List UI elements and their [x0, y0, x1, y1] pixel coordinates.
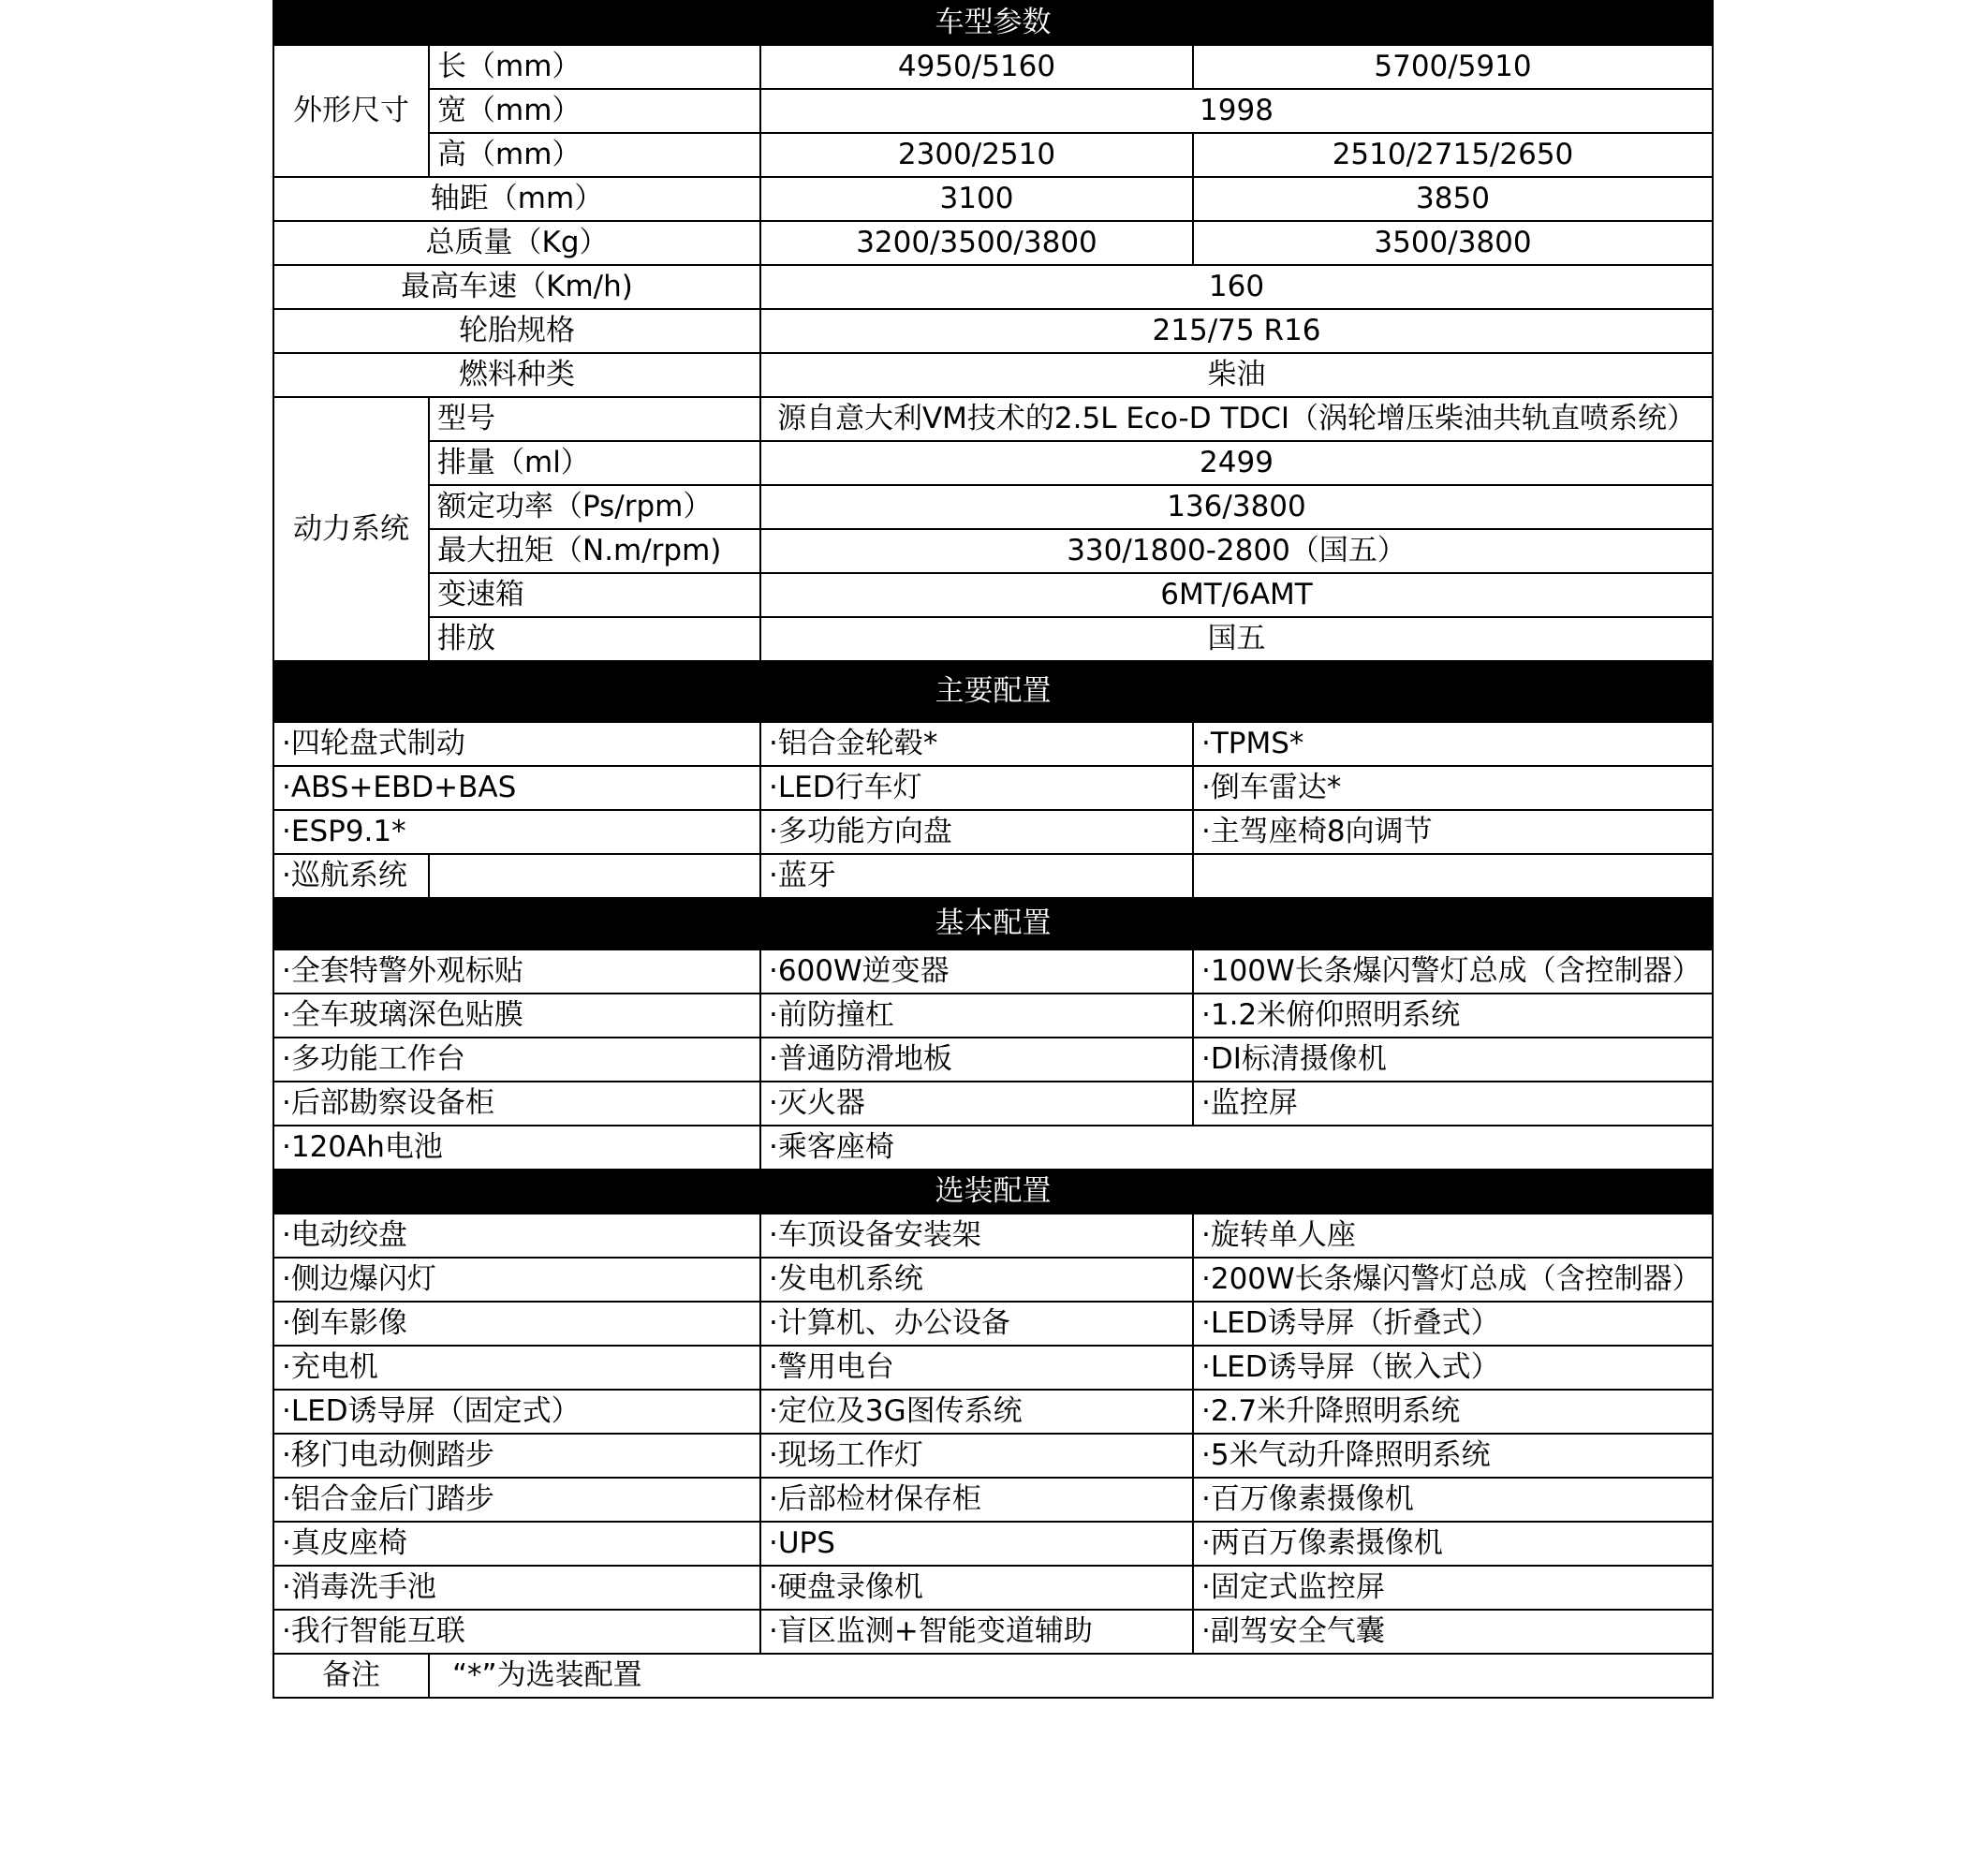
param-row-gross-mass [273, 221, 1713, 265]
config-item: ·我行智能互联 [273, 1610, 760, 1654]
param-row-fuel [273, 353, 1713, 397]
group-label-dimensions: 外形尺寸 [273, 45, 429, 177]
config-item: ·多功能工作台 [273, 1038, 760, 1082]
config-item: ·副驾安全气囊 [1193, 1610, 1713, 1654]
main-config-row [273, 810, 1713, 854]
config-item: ·倒车雷达* [1193, 766, 1713, 810]
optional-config-row [273, 1346, 1713, 1390]
config-item: ·固定式监控屏 [1193, 1566, 1713, 1610]
optional-config-row [273, 1390, 1713, 1434]
param-value-wheelbase-2: 3850 [1193, 177, 1713, 221]
config-item: ·警用电台 [760, 1346, 1193, 1390]
param-value-length-2: 5700/5910 [1193, 45, 1713, 89]
config-item: ·四轮盘式制动 [273, 722, 760, 766]
config-item: ·全套特警外观标贴 [273, 950, 760, 994]
optional-config-row [273, 1434, 1713, 1478]
param-label-gross-mass: 总质量（Kg） [273, 221, 760, 265]
spec-table [272, 0, 1714, 1699]
param-row-wheelbase [273, 177, 1713, 221]
optional-config-row [273, 1566, 1713, 1610]
config-item: ·后部检材保存柜 [760, 1478, 1193, 1522]
section-title-basic: 基本配置 [273, 898, 1713, 950]
param-value-fuel: 柴油 [760, 353, 1713, 397]
param-value-gross-mass-2: 3500/3800 [1193, 221, 1713, 265]
param-label-fuel: 燃料种类 [273, 353, 760, 397]
config-item: ·TPMS* [1193, 722, 1713, 766]
config-item: ·侧边爆闪灯 [273, 1258, 760, 1302]
config-item: ·电动绞盘 [273, 1214, 760, 1258]
section-title-optional: 选装配置 [273, 1170, 1713, 1214]
config-item: ·移门电动侧踏步 [273, 1434, 760, 1478]
config-item: ·巡航系统 [273, 854, 429, 898]
basic-config-row [273, 950, 1713, 994]
basic-config-row [273, 1126, 1713, 1170]
param-row-rated-power [273, 485, 1713, 529]
config-item: ·ESP9.1* [273, 810, 760, 854]
remark-text: “*”为选装配置 [429, 1654, 1713, 1698]
config-item: ·定位及3G图传系统 [760, 1390, 1193, 1434]
config-item-empty [429, 854, 760, 898]
config-item: ·100W长条爆闪警灯总成（含控制器） [1193, 950, 1713, 994]
optional-config-row [273, 1478, 1713, 1522]
param-row-height [273, 133, 1713, 177]
config-item: ·前防撞杠 [760, 994, 1193, 1038]
param-value-height-2: 2510/2715/2650 [1193, 133, 1713, 177]
config-item: ·LED诱导屏（固定式） [273, 1390, 760, 1434]
config-item: ·后部勘察设备柜 [273, 1082, 760, 1126]
config-item: ·2.7米升降照明系统 [1193, 1390, 1713, 1434]
config-item: ·UPS [760, 1522, 1193, 1566]
param-label-displacement: 排量（ml） [429, 441, 760, 485]
config-item: ·车顶设备安装架 [760, 1214, 1193, 1258]
param-value-width: 1998 [760, 89, 1713, 133]
config-item: ·全车玻璃深色贴膜 [273, 994, 760, 1038]
config-item: ·铝合金后门踏步 [273, 1478, 760, 1522]
section-title-params: 车型参数 [273, 1, 1713, 45]
config-item: ·灭火器 [760, 1082, 1193, 1126]
group-label-power: 动力系统 [273, 397, 429, 661]
param-value-wheelbase-1: 3100 [760, 177, 1193, 221]
section-header-params [273, 1, 1713, 45]
param-label-gearbox: 变速箱 [429, 573, 760, 617]
param-row-gearbox [273, 573, 1713, 617]
config-item: ·充电机 [273, 1346, 760, 1390]
param-label-max-torque: 最大扭矩（N.m/rpm) [429, 529, 760, 573]
param-row-length [273, 45, 1713, 89]
config-item: ·旋转单人座 [1193, 1214, 1713, 1258]
param-value-gearbox: 6MT/6AMT [760, 573, 1713, 617]
param-row-max-torque [273, 529, 1713, 573]
param-label-engine-model: 型号 [429, 397, 760, 441]
config-item: ·200W长条爆闪警灯总成（含控制器） [1193, 1258, 1713, 1302]
param-label-emission: 排放 [429, 617, 760, 661]
config-item: ·监控屏 [1193, 1082, 1713, 1126]
config-item: ·120Ah电池 [273, 1126, 760, 1170]
section-header-basic [273, 898, 1713, 950]
section-header-main [273, 661, 1713, 722]
basic-config-row [273, 994, 1713, 1038]
param-value-emission: 国五 [760, 617, 1713, 661]
config-item: ·LED诱导屏（折叠式） [1193, 1302, 1713, 1346]
config-item: ·600W逆变器 [760, 950, 1193, 994]
param-label-rated-power: 额定功率（Ps/rpm） [429, 485, 760, 529]
param-row-tire [273, 309, 1713, 353]
optional-config-row [273, 1258, 1713, 1302]
main-config-row [273, 854, 1713, 898]
optional-config-row [273, 1522, 1713, 1566]
param-row-displacement [273, 441, 1713, 485]
param-value-height-1: 2300/2510 [760, 133, 1193, 177]
basic-config-row [273, 1038, 1713, 1082]
config-item: ·DI标清摄像机 [1193, 1038, 1713, 1082]
config-item: ·乘客座椅 [760, 1126, 1713, 1170]
param-value-displacement: 2499 [760, 441, 1713, 485]
basic-config-row [273, 1082, 1713, 1126]
param-row-emission [273, 617, 1713, 661]
optional-config-row [273, 1302, 1713, 1346]
config-item: ·计算机、办公设备 [760, 1302, 1193, 1346]
param-value-tire: 215/75 R16 [760, 309, 1713, 353]
param-value-top-speed: 160 [760, 265, 1713, 309]
remark-label: 备注 [273, 1654, 429, 1698]
config-item [1193, 854, 1713, 898]
config-item: ·消毒洗手池 [273, 1566, 760, 1610]
param-row-top-speed [273, 265, 1713, 309]
remark-row [273, 1654, 1713, 1698]
param-label-width: 宽（mm） [429, 89, 760, 133]
config-item: ·蓝牙 [760, 854, 1193, 898]
param-row-width [273, 89, 1713, 133]
param-value-engine-model: 源自意大利VM技术的2.5L Eco-D TDCI（涡轮增压柴油共轨直喷系统） [760, 397, 1713, 441]
config-item: ·硬盘录像机 [760, 1566, 1193, 1610]
section-header-optional [273, 1170, 1713, 1214]
config-item: ·盲区监测+智能变道辅助 [760, 1610, 1193, 1654]
section-title-main: 主要配置 [273, 661, 1713, 722]
config-item: ·多功能方向盘 [760, 810, 1193, 854]
config-item: ·普通防滑地板 [760, 1038, 1193, 1082]
config-item: ·ABS+EBD+BAS [273, 766, 760, 810]
config-item: ·百万像素摄像机 [1193, 1478, 1713, 1522]
config-item: ·LED诱导屏（嵌入式） [1193, 1346, 1713, 1390]
config-item: ·发电机系统 [760, 1258, 1193, 1302]
config-item: ·现场工作灯 [760, 1434, 1193, 1478]
config-item: ·真皮座椅 [273, 1522, 760, 1566]
param-label-wheelbase: 轴距（mm） [273, 177, 760, 221]
config-item: ·1.2米俯仰照明系统 [1193, 994, 1713, 1038]
param-row-engine-model [273, 397, 1713, 441]
main-config-row [273, 722, 1713, 766]
param-label-top-speed: 最高车速（Km/h) [273, 265, 760, 309]
main-config-row [273, 766, 1713, 810]
config-item: ·倒车影像 [273, 1302, 760, 1346]
config-item: ·主驾座椅8向调节 [1193, 810, 1713, 854]
param-value-gross-mass-1: 3200/3500/3800 [760, 221, 1193, 265]
param-value-rated-power: 136/3800 [760, 485, 1713, 529]
config-item: ·两百万像素摄像机 [1193, 1522, 1713, 1566]
param-label-height: 高（mm） [429, 133, 760, 177]
config-item: ·LED行车灯 [760, 766, 1193, 810]
param-value-max-torque: 330/1800-2800（国五） [760, 529, 1713, 573]
param-value-length-1: 4950/5160 [760, 45, 1193, 89]
param-label-tire: 轮胎规格 [273, 309, 760, 353]
optional-config-row [273, 1214, 1713, 1258]
config-item: ·铝合金轮毂* [760, 722, 1193, 766]
spec-sheet [272, 0, 1712, 1692]
param-label-length: 长（mm） [429, 45, 760, 89]
config-item: ·5米气动升降照明系统 [1193, 1434, 1713, 1478]
optional-config-row [273, 1610, 1713, 1654]
